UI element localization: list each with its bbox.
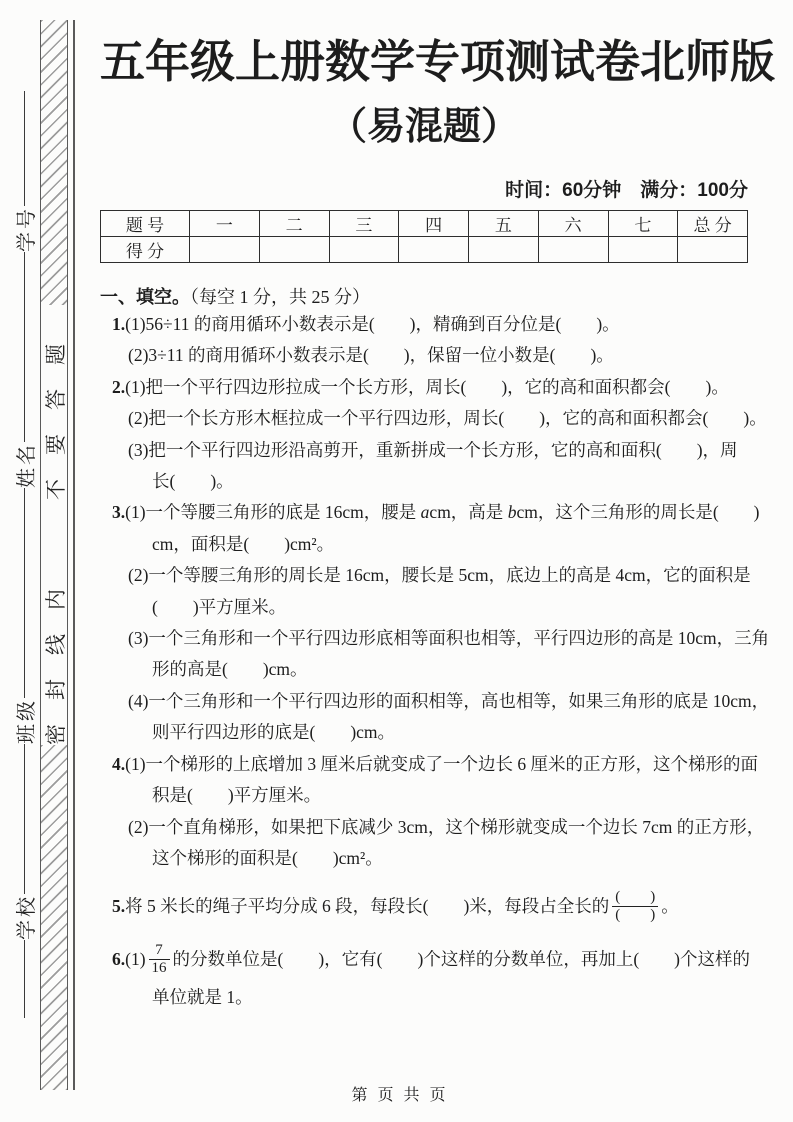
question-text: (3)把一个平行四边形沿高剪开，重新拼成一个长方形，它的高和面积( )，周 — [128, 439, 738, 460]
time-score-info: 时间：60分钟 满分：100分 — [505, 180, 748, 201]
question-3-line-4 — [100, 592, 748, 623]
fraction-denominator: ( ) — [615, 907, 656, 924]
student-info-strip — [6, 20, 42, 1058]
question-text: 这个梯形的面积是( )cm²。 — [152, 847, 383, 868]
field-label-student-number: 学号 — [15, 206, 38, 252]
question-text: (2)3÷11 的商用循环小数表示是( )，保留一位小数是( )。 — [128, 345, 614, 366]
paper-title: 五年级上册数学专项测试卷北师版 — [100, 36, 776, 87]
score-empty-cell — [538, 237, 608, 263]
question-1-line-2 — [100, 340, 748, 371]
score-table — [100, 210, 748, 263]
score-table-cell: 二 — [259, 211, 329, 237]
write-line — [24, 91, 25, 206]
question-4-line-1 — [100, 749, 759, 780]
question-number: 1. — [112, 314, 126, 334]
score-table-cell: 五 — [469, 211, 539, 237]
test-paper-content — [100, 28, 776, 1014]
question-text: (1)一个梯形的上底增加 3 厘米后就变成了一个边长 6 厘米的正方形，这个梯形的面 — [125, 753, 759, 774]
score-table-cell: 一 — [190, 211, 260, 237]
fraction-numerator: 7 — [149, 942, 170, 960]
question-text: cm，高是 — [429, 502, 508, 523]
page-footer: 第 页 共 页 — [351, 1087, 449, 1104]
question-text: 将 5 米长的绳子平均分成 6 段，每段长( )米，每段占全长的 — [125, 896, 610, 917]
variable-b: b — [507, 502, 517, 523]
write-line — [24, 488, 25, 698]
question-number: 4. — [112, 753, 126, 774]
field-label-school: 学校 — [15, 894, 38, 940]
question-2-line-2 — [100, 403, 767, 434]
score-table-cell: 七 — [608, 211, 678, 237]
question-6-line-2 — [100, 982, 748, 1013]
seal-warning-text — [40, 320, 70, 745]
blank-fraction — [612, 889, 658, 925]
question-2-line-4 — [100, 466, 748, 497]
fraction-7-16 — [149, 942, 170, 978]
score-table-cell: 总 分 — [678, 211, 748, 237]
question-5-line-1 — [100, 884, 748, 928]
write-line — [24, 744, 25, 894]
question-6-line-1 — [100, 936, 748, 982]
question-text: (1)56÷11 的商用循环小数表示是( )，精确到百分位是( )。 — [125, 314, 620, 334]
field-label-class: 班级 — [15, 698, 38, 744]
question-3-line-5 — [100, 623, 770, 654]
question-number: 2. — [112, 376, 126, 397]
hatch-pattern-bottom — [41, 745, 67, 1090]
score-empty-cell — [608, 237, 678, 263]
hatch-pattern-top — [41, 20, 67, 305]
section-heading — [100, 285, 748, 309]
question-number: 5. — [112, 896, 126, 917]
question-4-line-4 — [100, 843, 748, 874]
question-4-line-3 — [100, 812, 765, 843]
question-3-line-3 — [100, 560, 751, 591]
field-label-name: 姓名 — [15, 442, 38, 488]
question-text: (1)把一个平行四边形拉成一个长方形，周长( )，它的高和面积都会( )。 — [125, 376, 729, 397]
paper-subtitle: （易混题） — [328, 106, 519, 148]
question-text: (1)一个等腰三角形的底是 16cm，腰是 — [125, 502, 421, 523]
score-table-cell: 六 — [538, 211, 608, 237]
question-3-line-7 — [100, 686, 770, 717]
question-text: cm，这个三角形的周长是( ) — [516, 502, 760, 523]
question-1-line-1 — [100, 309, 748, 340]
question-text: 长( )。 — [152, 471, 234, 492]
question-3-line-6 — [100, 654, 748, 685]
question-text: ( )平方厘米。 — [152, 596, 287, 617]
question-text: cm，面积是( )cm²。 — [152, 533, 335, 554]
score-empty-cell — [678, 237, 748, 263]
question-text: (2)一个等腰三角形的周长是 16cm，腰长是 5cm，底边上的高是 4cm，它的面积是 — [128, 565, 751, 586]
question-text: 单位就是 1。 — [152, 987, 253, 1008]
seal-outer-line — [73, 20, 75, 1090]
score-table-score-row — [101, 237, 748, 263]
question-text: (4)一个三角形和一个平行四边形的面积相等，高也相等，如果三角形的底是 10cm， — [128, 690, 770, 711]
question-text: (2)一个直角梯形，如果把下底减少 3cm，这个梯形就变成一个边长 7cm 的正方形， — [128, 816, 765, 837]
fraction-denominator: 16 — [151, 960, 167, 977]
question-text: (3)一个三角形和一个平行四边形底相等面积也相等，平行四边形的高是 10cm，三角 — [128, 628, 770, 649]
question-text: (1) — [125, 949, 146, 970]
section-title: 一、填空。 — [100, 287, 190, 307]
score-table-cell: 题 号 — [101, 211, 190, 237]
fraction-numerator: ( ) — [612, 889, 658, 907]
question-text: 形的高是( )cm。 — [152, 659, 308, 680]
section-points: （每空 1 分，共 25 分） — [190, 287, 370, 307]
question-3-line-8 — [100, 717, 748, 748]
score-empty-cell — [259, 237, 329, 263]
variable-a: a — [420, 502, 430, 523]
score-empty-cell — [190, 237, 260, 263]
question-text: 积是( )平方厘米。 — [152, 785, 322, 806]
write-line — [24, 940, 25, 1018]
score-table-cell: 四 — [399, 211, 469, 237]
question-2-line-3 — [100, 435, 748, 466]
question-number: 3. — [112, 502, 126, 523]
score-empty-cell — [329, 237, 399, 263]
question-text: (2)把一个长方形木框拉成一个平行四边形，周长( )，它的高和面积都会( )。 — [128, 408, 767, 429]
seal-text-part2: 不要答题 — [44, 320, 68, 500]
question-text: 的分数单位是( )，它有( )个这样的分数单位，再加上( )个这样的 — [172, 949, 750, 970]
seal-text-part1: 密封线内 — [44, 565, 68, 745]
score-table-cell: 三 — [329, 211, 399, 237]
question-text: 。 — [661, 896, 679, 917]
question-4-line-2 — [100, 780, 748, 811]
question-2-line-1 — [100, 372, 748, 403]
score-empty-cell — [469, 237, 539, 263]
score-label-cell: 得 分 — [101, 237, 190, 263]
question-text: 则平行四边形的底是( )cm。 — [152, 722, 396, 743]
score-table-header-row — [101, 211, 748, 237]
question-3-line-2 — [100, 529, 748, 560]
question-3-line-1 — [100, 497, 760, 528]
score-empty-cell — [399, 237, 469, 263]
write-line — [24, 252, 25, 442]
question-number: 6. — [112, 949, 126, 970]
